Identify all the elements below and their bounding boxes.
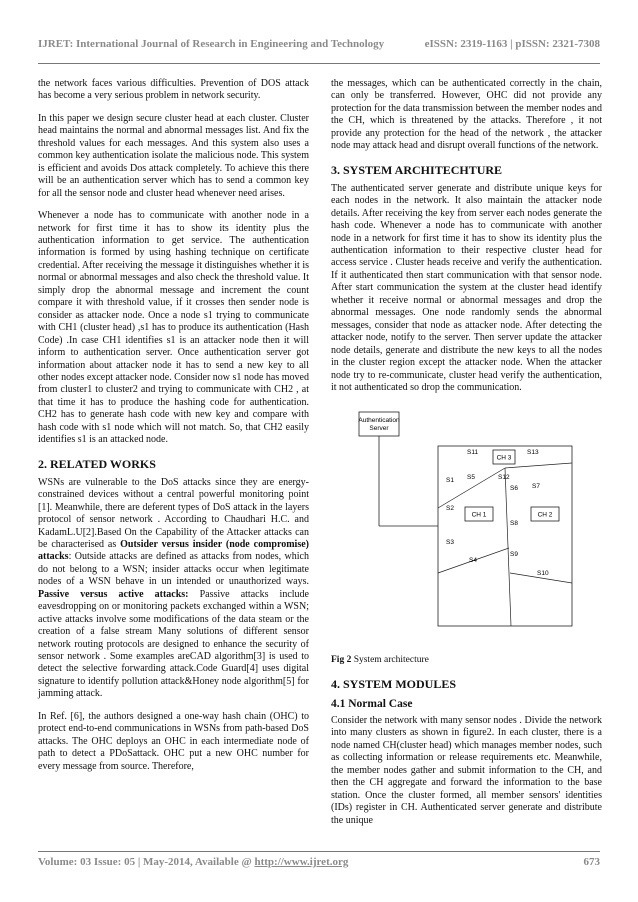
figure-caption: Fig 2 System architecture xyxy=(331,655,429,666)
paragraph: the messages, which can be authenticated correctly in the chain, can only be transferred. However, OHC did not provide any protection for the data transmission between the member nodes and the CH, which is threatened by the attacks. Therefore , it not provide any protection for the head of the network , the attacker node may attack head and disrupt overall functions of the network. xyxy=(331,78,602,152)
node-s12: S12 xyxy=(498,474,510,482)
subsection-heading-normal-case: 4.1 Normal Case xyxy=(331,697,413,710)
node-s2: S2 xyxy=(446,505,454,513)
node-s4: S4 xyxy=(469,557,477,565)
section-heading-system-modules: 4. SYSTEM MODULES xyxy=(331,676,457,691)
running-header xyxy=(38,38,600,58)
paragraph: the network faces various difficulties. Prevention of DOS attack has become a very serious problem in network security. xyxy=(38,78,309,102)
node-s9: S9 xyxy=(510,551,518,559)
paragraph: Whenever a node has to communicate with another node in a network for first time it has to show its identity plus the authentication information to get service. The authentication information is formed by using hashing technique on certificate credential. After receiving the message it distinguishes whether it is normal or abnormal messages and also check the threshold value. It simply drop the abnormal message and increment the count compare it with threshold value, if it crosses then sender node is consider as attacker node. Once a node s1 trying to communicate with CH1 (cluster head) ,s1 has to produce its authentication (Hash Code) .In case CH1 identifies s1 is an attacker node then it will inform to authentication server. Once authentication server got information about attacker node it has to send a new key to all other nodes except attacker node. Consider now s1 node has moved from cluster1 to cluster2 and trying to communicate with CH2 , at that time it has to produce the hashing code for authentication. CH2 has to generate hash code with new key and compare with hash code with s1 node which will not match. So, that CH2 easily identifies s1 is an attacked node. xyxy=(38,210,309,446)
paragraph: WSNs are vulnerable to the DoS attacks since they are energy-constrained devices without a central powerful monitoring point [1]. Meanwhile, there are deferent types of DoS attack in the layers protocol of sensor network . According to Chaudhari H.C. and KadamL.U[2].Based On the Capability of the Attacker attacks can be characterised as Outsider versus insider (node compromise) attacks: Outside attacks are defined as attacks from nodes, which do not belong to a WSN; insider attacks occur when legitimate nodes of a WSN behave in un intended or unauthorized ways. Passive versus active attacks: Passive attacks include eavesdropping on or monitoring packets exchanged within a WSN; active attacks involve some modifications of the data steam or the creation of a false stream Many solutions of different sensor network routing protocols are designed to enhance the security of sensor network . Some examples areCAD algorithm[3] is used to detect the selective forwarding attack.Code Guard[4] uses digital signature to identify pollution attack&Honey node algorithm[5] for jamming attack. xyxy=(38,476,309,700)
paragraph: Consider the network with many sensor nodes . Divide the network into many clusters as shown in figure2. In each cluster, there is a node named CH(cluster head) which manages member nodes, such as collecting information or release requirements etc. Meanwhile, the member nodes gather and submit information to the CH, and then the CH aggregate and forward the information to the base station. Once the cluster formed, all member sensors' identities (IDs) register in CH. Authenticated server generate and distribute the unique xyxy=(331,714,602,826)
system-architecture-figure xyxy=(331,408,602,646)
node-s8: S8 xyxy=(510,520,518,528)
authentication-server-box xyxy=(359,412,399,436)
node-s10: S10 xyxy=(537,570,549,578)
paragraph: The authenticated server generate and distribute unique keys for each nodes in the network. It also maintain the attacker node details. After receiving the key from server each nodes generate the hash code. Whenever a node has to communicate with another node in a network for first time it has to show its identity plus the authentication information to their respective cluster head for access service . Cluster heads receive and verify the authentication. If it authenticated then start communication with that sensor node. After start communication the system at the cluster head identify whether it receive normal or abnormal messages and drop the abnormal messages. One node randomly sends the abnormal messages, consider that node as attacker node. After detecting the attacker node, notify to the server. Then server update the attacker node details, generate and distribute the new keys to all the nodes in the cluster region except the attacker node. When the attacker node try to re-communicate, cluster head verify the authentication, it not authenticated so drop the communication. xyxy=(331,182,602,393)
journal-title: IJRET: International Journal of Research in Engineering and Technology xyxy=(38,38,385,50)
node-s1: S1 xyxy=(446,477,454,485)
page-number: 673 xyxy=(583,856,600,868)
running-footer xyxy=(38,856,600,874)
ch2-label: CH 2 xyxy=(537,511,553,519)
section-heading-system-architecture: 3. SYSTEM ARCHITECHTURE xyxy=(331,162,503,177)
journal-link[interactable]: http://www.ijret.org xyxy=(254,856,349,868)
issn-text: eISSN: 2319-1163 | pISSN: 2321-7308 xyxy=(424,38,600,50)
footer-rule xyxy=(38,851,600,852)
volume-info: Volume: 03 Issue: 05 | May-2014, Available @ http://www.ijret.org xyxy=(38,856,349,868)
paragraph: In this paper we design secure cluster head at each cluster. Cluster head maintains the normal and abnormal messages list. And fix the threshold values for each messages. And this system also uses a common key authentication isolate the malicious node. This system is efficient and avoids Dos attack completely. To achieve this there will be an authentication server which has to send a common key for all the sensor node and cluster head whenever need arises. xyxy=(38,112,309,199)
server-label-line1: Authentication xyxy=(358,417,400,425)
server-label-line2: Server xyxy=(369,425,389,433)
right-column xyxy=(331,78,602,837)
node-s11: S11 xyxy=(467,449,479,457)
left-column xyxy=(38,78,309,783)
node-s3: S3 xyxy=(446,539,454,547)
section-heading-related-works: 2. RELATED WORKS xyxy=(38,456,156,471)
node-s5: S5 xyxy=(467,474,475,482)
node-s13: S13 xyxy=(527,449,539,457)
paragraph: In Ref. [6], the authors designed a one-way hash chain (OHC) to protect end-to-end communications in WSNs from path-based DoS attacks. The OHC deploys an OHC in each intermediate node of path to detect a PDoSattack. OHC put a new OHC number for every message from source. Therefore, xyxy=(38,710,309,772)
ch1-label: CH 1 xyxy=(471,511,487,519)
node-s6: S6 xyxy=(510,485,518,493)
header-rule xyxy=(38,63,600,64)
ch3-label: CH 3 xyxy=(496,454,512,462)
node-s7: S7 xyxy=(532,483,540,491)
